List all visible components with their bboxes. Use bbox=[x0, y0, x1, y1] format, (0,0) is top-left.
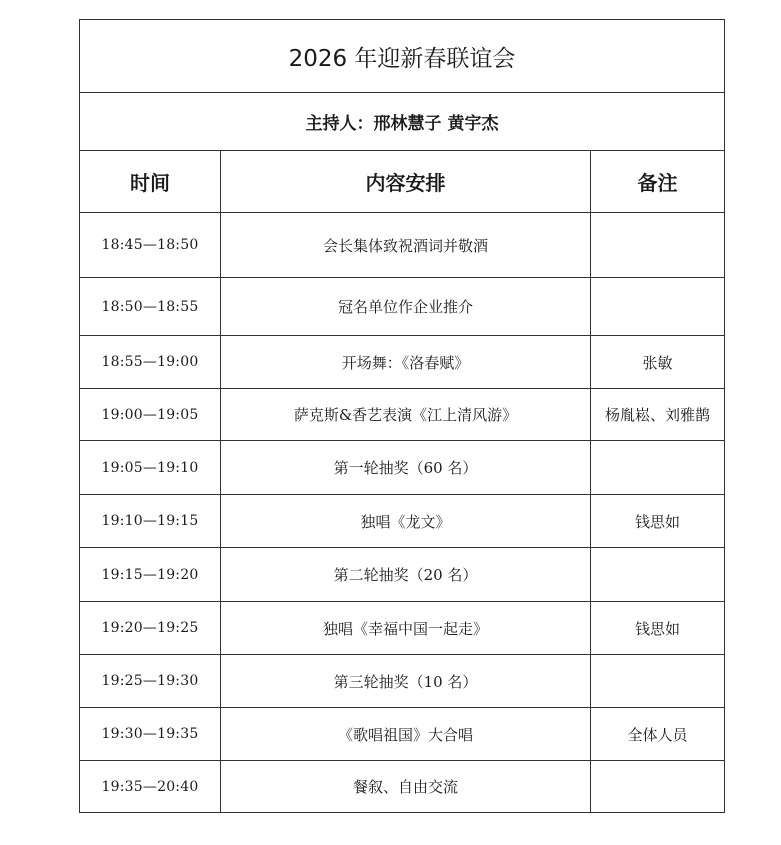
content-cell: 会长集体致祝酒词并敬酒 bbox=[221, 213, 591, 278]
content-cell: 独唱《幸福中国一起走》 bbox=[221, 602, 591, 655]
header-time: 时间 bbox=[80, 151, 221, 213]
note-cell: 全体人员 bbox=[591, 708, 725, 761]
time-cell: 19:25—19:30 bbox=[80, 655, 221, 708]
time-cell: 19:00—19:05 bbox=[80, 389, 221, 441]
title-row bbox=[80, 20, 725, 93]
host-row bbox=[80, 93, 725, 151]
note-cell bbox=[591, 213, 725, 278]
table-row bbox=[80, 213, 725, 278]
time-cell: 19:20—19:25 bbox=[80, 602, 221, 655]
time-cell: 19:35—20:40 bbox=[80, 761, 221, 813]
note-cell: 钱思如 bbox=[591, 602, 725, 655]
table-row bbox=[80, 336, 725, 389]
table-row bbox=[80, 495, 725, 548]
table-row bbox=[80, 278, 725, 336]
event-title: 2026 年迎新春联谊会 bbox=[80, 20, 725, 93]
time-cell: 19:10—19:15 bbox=[80, 495, 221, 548]
content-cell: 第一轮抽奖（60 名） bbox=[221, 441, 591, 495]
content-cell: 第二轮抽奖（20 名） bbox=[221, 548, 591, 602]
time-cell: 19:15—19:20 bbox=[80, 548, 221, 602]
table-row bbox=[80, 548, 725, 602]
content-cell: 独唱《龙文》 bbox=[221, 495, 591, 548]
time-cell: 18:45—18:50 bbox=[80, 213, 221, 278]
note-cell: 钱思如 bbox=[591, 495, 725, 548]
note-cell: 杨胤崧、刘雅鹊 bbox=[591, 389, 725, 441]
table-row bbox=[80, 602, 725, 655]
time-cell: 19:05—19:10 bbox=[80, 441, 221, 495]
table-row bbox=[80, 655, 725, 708]
host-line: 主持人：邢林慧子 黄宇杰 bbox=[80, 93, 725, 151]
time-cell: 18:50—18:55 bbox=[80, 278, 221, 336]
table-row bbox=[80, 389, 725, 441]
content-cell: 冠名单位作企业推介 bbox=[221, 278, 591, 336]
header-row bbox=[80, 151, 725, 213]
time-cell: 19:30—19:35 bbox=[80, 708, 221, 761]
note-cell bbox=[591, 761, 725, 813]
note-cell bbox=[591, 548, 725, 602]
time-cell: 18:55—19:00 bbox=[80, 336, 221, 389]
header-content: 内容安排 bbox=[221, 151, 591, 213]
table-row bbox=[80, 441, 725, 495]
content-cell: 第三轮抽奖（10 名） bbox=[221, 655, 591, 708]
note-cell bbox=[591, 441, 725, 495]
table-row bbox=[80, 761, 725, 813]
content-cell: 《歌唱祖国》大合唱 bbox=[221, 708, 591, 761]
header-note: 备注 bbox=[591, 151, 725, 213]
content-cell: 开场舞：《洛春赋》 bbox=[221, 336, 591, 389]
content-cell: 萨克斯&香艺表演《江上清风游》 bbox=[221, 389, 591, 441]
note-cell: 张敏 bbox=[591, 336, 725, 389]
program-table bbox=[79, 19, 725, 813]
content-cell: 餐叙、自由交流 bbox=[221, 761, 591, 813]
note-cell bbox=[591, 655, 725, 708]
table-row bbox=[80, 708, 725, 761]
note-cell bbox=[591, 278, 725, 336]
